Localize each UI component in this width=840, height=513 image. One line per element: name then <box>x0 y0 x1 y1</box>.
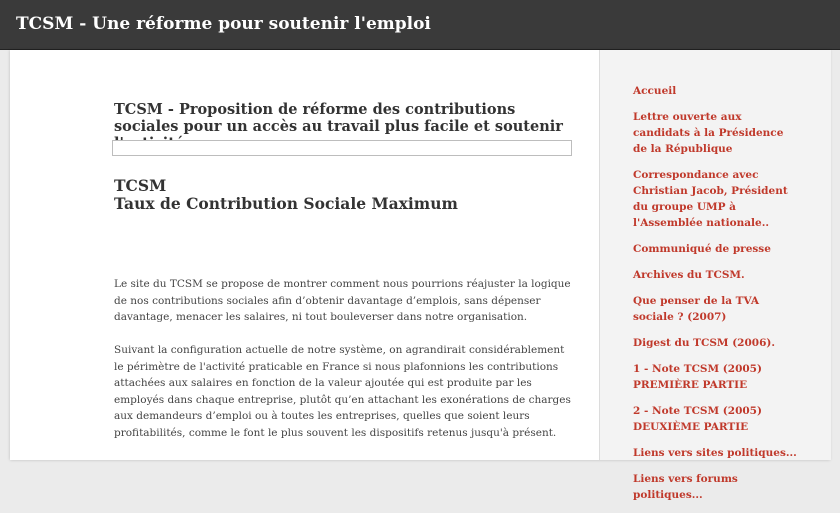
sidebar-item-note-1[interactable]: 1 - Note TCSM (2005) PREMIÈRE PARTIE <box>633 363 762 391</box>
tcsm-heading <box>114 177 568 213</box>
sidebar-item-tva-sociale[interactable]: Que penser de la TVA sociale ? (2007) <box>633 295 759 323</box>
sidebar-item-lettre-ouverte[interactable]: Lettre ouverte aux candidats à la Présidence de la République <box>633 111 784 155</box>
sidebar-item-liens-forums[interactable]: Liens vers forums politiques... <box>633 473 738 501</box>
sidebar-item-liens-sites[interactable]: Liens vers sites politiques... <box>633 447 797 459</box>
heading-line-2: Taux de Contribution Sociale Maximum <box>114 194 458 213</box>
sidebar-item-communique[interactable]: Communiqué de presse <box>633 243 771 255</box>
top-header-bar <box>0 0 840 50</box>
sidebar-item-archives[interactable]: Archives du TCSM. <box>633 269 745 281</box>
search-input[interactable] <box>112 140 572 156</box>
sidebar-nav <box>633 83 798 513</box>
sidebar-item-note-2[interactable]: 2 - Note TCSM (2005) DEUXIÈME PARTIE <box>633 405 762 433</box>
site-title[interactable]: TCSM - Une réforme pour soutenir l'emploi <box>16 14 431 34</box>
sidebar-item-digest[interactable]: Digest du TCSM (2006). <box>633 337 776 349</box>
intro-paragraph: Le site du TCSM se propose de montrer comment nous pourrions réajuster la logique de nos contributions sociales afin d’obtenir davantage d’emplois, sans dépenser davantage, menacer les salaires, ni tout bouleverser dans notre organisation. <box>114 278 571 323</box>
sidebar-item-accueil[interactable]: Accueil <box>633 85 677 97</box>
sidebar-item-correspondance[interactable]: Correspondance avec Christian Jacob, Président du groupe UMP à l'Assemblée nationale.. <box>633 169 788 229</box>
heading-line-1: TCSM <box>114 176 167 195</box>
main-content <box>10 50 598 460</box>
sidebar <box>599 50 831 501</box>
post-title: TCSM - Proposition de réforme des contributions sociales pour un accès au travail plus facile et soutenir <box>114 101 563 135</box>
body-paragraph: Suivant la configuration actuelle de notre système, on agrandirait considérablement le périmètre de l'activité praticable en France si nous plafonnions les contributions attachées aux salaires en fonction de la valeur ajoutée qui est produite par les employés dans chaque entreprise, plutôt qu’en attachant les exonérations de charges aux demandeurs d’emploi ou à toutes les entreprises, quelles que soient leurs profitabilités, comme le font le plus souvent les dispositifs retenus jusqu'à présent. <box>114 344 571 439</box>
